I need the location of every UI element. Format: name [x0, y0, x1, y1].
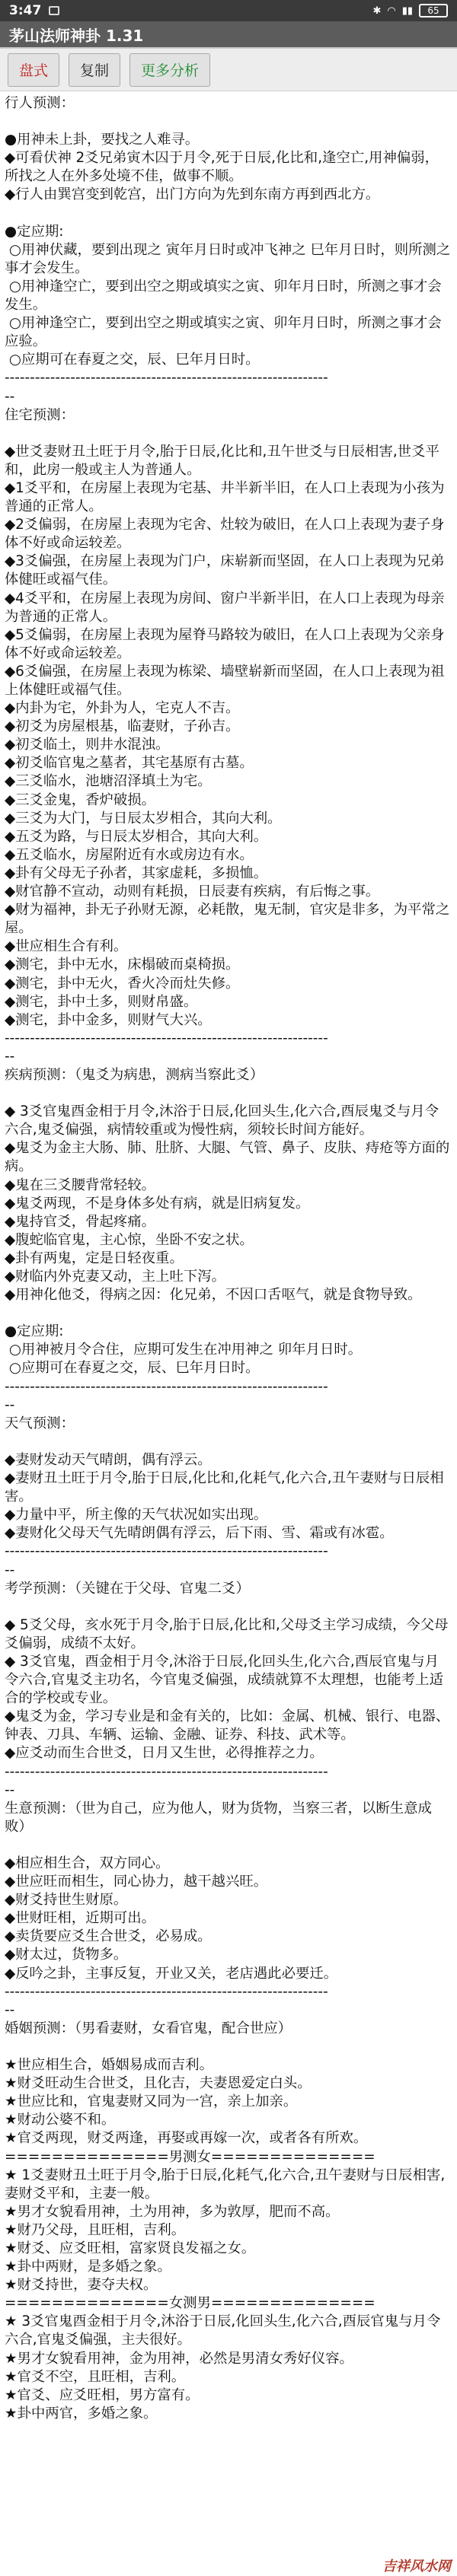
copy-button[interactable]: 复制 — [69, 53, 120, 87]
notification-icon — [49, 6, 59, 15]
signal-icon: ▮▮ — [401, 5, 413, 17]
app-title: 茅山法师神卦 1.31 — [9, 26, 144, 45]
watermark: 吉祥风水网 — [382, 2558, 451, 2574]
more-analysis-button[interactable]: 更多分析 — [129, 53, 210, 87]
status-bar — [0, 0, 457, 21]
toolbar — [0, 49, 457, 91]
wifi-icon: ◠ — [387, 5, 396, 17]
prediction-text-area[interactable]: 行人预测： ●用神未上卦，要找之人难寻。 ◆可看伏神 2爻兄弟寅木囚于月令,死于日辰,化比和,逢空亡,用神偏弱，所找之人在外多处境不佳，做事不顺。 ◆行人由巽宫变到乾宫，出门方向为先到东南方再到西北方。 ●定应期: ○用神伏藏，要到出现之 寅年月日时或冲飞神之 巳年月日时，则所测之事才会发生。 ○用神逢空亡，要到出空之期或填实之寅、卯年月日时，所测之事才会发生。 ○用神逢空亡，要到出空之期或填实之寅、卯年月日时，所测之事才会应验。 ○应期可在春夏之交，辰、巳年月日时。 ---------------------------------------------------------------- -- 住宅预测： ◆世爻妻财丑土旺于月令,胎于日辰,化比和,丑午世爻与日辰相害,世爻平和，此房一般或主人为普通人。 ◆1爻平和，在房屋上表现为宅基、井半新半旧，在人口上表现为小孩为普通的正常人。 ◆2爻偏弱，在房屋上表现为宅舍、灶较为破旧，在人口上表现为妻子身体不好或命运较差。 ◆3爻偏强，在房屋上表现为门户，床崭新而坚固，在人口上表现为兄弟体健旺或福气佳。 ◆4爻平和，在房屋上表现为房间、窗户半新半旧，在人口上表现为母亲为普通的正常人。 ◆5爻偏弱，在房屋上表现为屋脊马路较为破旧，在人口上表现为父亲身体不好或命运较差。 ◆6爻偏强，在房屋上表现为栋梁、墙壁崭新而坚固，在人口上表现为祖上体健旺或福气佳。 ◆内卦为宅，外卦为人，宅克人不吉。 ◆初爻为房屋根基，临妻财，子孙吉。 ◆初爻临土，则井水混浊。 ◆初爻临官鬼之墓者，其宅基原有古墓。 ◆三爻临水，池塘沼泽填土为宅。 ◆三爻金鬼，香炉破损。 ◆三爻为大门，与日辰太岁相合，其向大利。 ◆五爻为路，与日辰太岁相合，其向大利。 ◆五爻临水，房屋附近有水或房边有水。 ◆卦有父母无子孙者，其家虚耗，多损恤。 ◆财官静不宣动，动则有耗损，日辰妻有疾病，有后悔之事。 ◆财为福神，卦无子孙财无源，必耗散，鬼无制，官灾是非多，为平常之屋。 ◆世应相生合有利。 ◆测宅，卦中无水，床榻破而桌椅损。 ◆测宅，卦中无火，香火冷而灶失修。 ◆测宅，卦中土多，则财帛盛。 ◆测宅，卦中金多，则财气大兴。 ---------------------------------------------------------------- -- 疾病预测：（鬼爻为病患，测病当察此爻） ◆ 3爻官鬼酉金相于月令,沐浴于日辰,化回头生,化六合,酉辰鬼爻与月令六合,鬼爻偏强，病情较重或为慢性病，须较长时间方能好。 ◆鬼爻为金主大肠、肺、肚脐、大腿、气管、鼻子、皮肤、痔疮等方面的病。 ◆鬼在三爻腰背常轻较。 ◆鬼爻两现，不是身体多处有病，就是旧病复发。 ◆鬼持官爻，骨起疼痛。 ◆腹蛇临官鬼，主心惊，坐卧不安之状。 ◆卦有两鬼，定是日轻夜重。 ◆财临内外克妻又动，主上吐下泻。 ◆用神化他爻，得病之因：化兄弟，不因口舌呕气，就是食物导致。 ●定应期: ○用神被月令合住，应期可发生在冲用神之 卯年月日时。 ○应期可在春夏之交，辰、巳年月日时。 ---------------------------------------------------------------- -- 天气预测： ◆妻财发动天气晴朗，偶有浮云。 ◆妻财丑土旺于月令,胎于日辰,化比和,化耗气,化六合,丑午妻财与日辰相害。 ◆力量中平，所主像的天气状况如实出现。 ◆妻财化父母天气先晴朗偶有浮云，后下雨、雪、霜或有冰雹。 ---------------------------------------------------------------- -- 考学预测：（关键在于父母、官鬼二爻） ◆ 5爻父母，亥水死于月令,胎于日辰,化比和,父母爻主学习成绩，今父母爻偏弱，成绩不太好。 ◆ 3爻官鬼，酉金相于月令,沐浴于日辰,化回头生,化六合,酉辰官鬼与月令六合,官鬼爻主功名，今官鬼爻偏强，成绩就算不太理想，也能考上适合的学校或专业。 ◆鬼爻为金，学习专业是和金有关的，比如：金属、机械、银行、电器、钟表、刀具、车辆、运输、金融、证券、科技、武术等。 ◆应爻动而生合世爻，日月又生世，必得推荐之力。 ---------------------------------------------------------------- -- 生意预测：（世为自己，应为他人，财为货物，当察三者，以断生意成败） ◆相应相生合，双方同心。 ◆世应旺而相生，同心协力，越干越兴旺。 ◆财爻持世生财原。 ◆世财旺相，近期可出。 ◆卖货要应爻生合世爻，必易成。 ◆财太过，货物多。 ◆反吟之卦，主事反复，开业又关，老店遇此必要迁。 ---------------------------------------------------------------- -- 婚姻预测：（男看妻财，女看官鬼，配合世应） ★世应相生合，婚姻易成而吉利。 ★财爻旺动生合世爻，且化吉，夫妻恩爱定白头。 ★世应比和，官鬼妻财又同为一宫，亲上加亲。 ★财动公婆不和。 ★官爻两现，财爻两逢，再娶或再嫁一次，或者各有所欢。 ==============男测女============== ★ 1爻妻财丑土旺于月令,胎于日辰,化耗气,化六合,丑午妻财与日辰相害,妻财爻平和，主妻一般。 ★男才女貌看用神，土为用神，多为敦厚，肥而不高。 ★财乃父母，且旺相，吉利。 ★财爻、应爻旺相，富家贤良发福之女。 ★卦中两财，是多婚之象。 ★财爻持世，妻夺夫权。 ==============女测男============== ★ 3爻官鬼酉金相于月令,沐浴于日辰,化回头生,化六合,酉辰官鬼与月令六合,官鬼爻偏强，主夫很好。 ★男才女貌看用神，金为用神，必然是男清女秀好仪容。 ★官爻不空，且旺相，吉利。 ★官爻、应爻旺相，男方富有。 ★卦中两官，多婚之象。 — [5, 95, 451, 2422]
chart-button[interactable]: 盘式 — [8, 53, 59, 87]
battery-indicator: 65 — [419, 4, 448, 18]
bluetooth-icon: ✱ — [372, 5, 382, 17]
app-title-bar — [0, 21, 457, 49]
status-time: 3:47 — [9, 3, 42, 18]
